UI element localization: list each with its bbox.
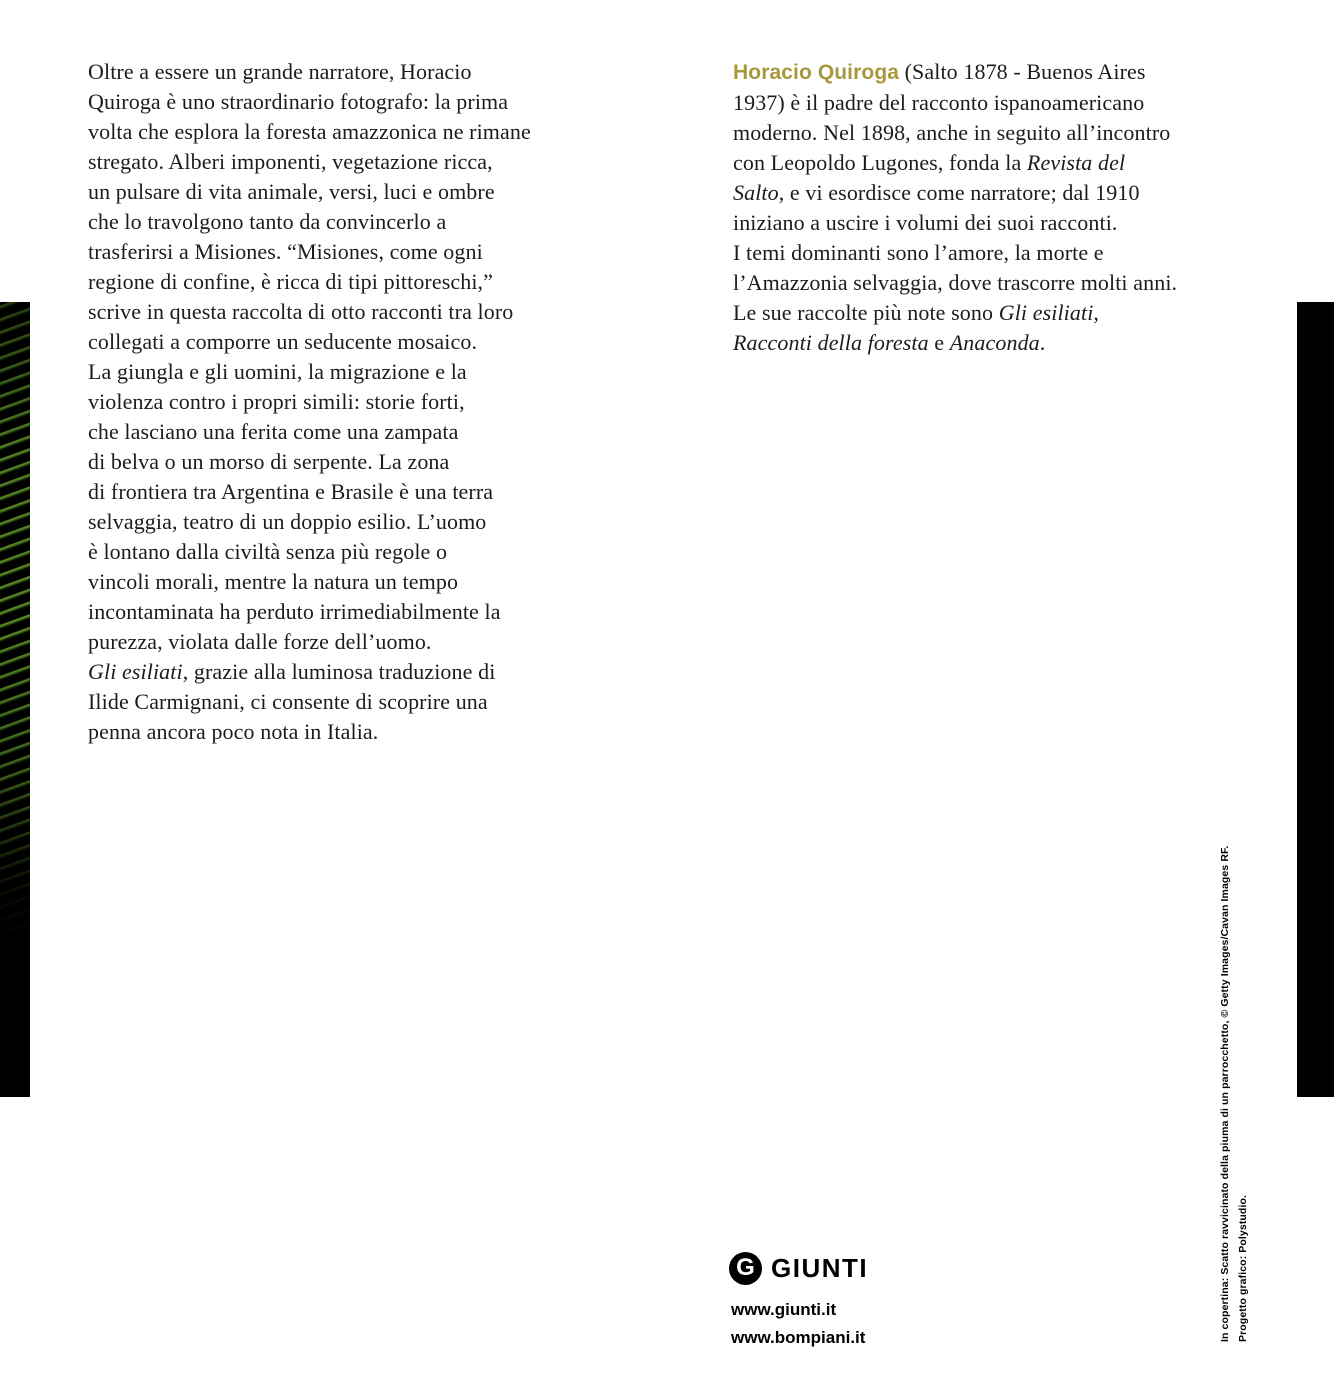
- text-line: 1937) è il padre del racconto ispanoamericano: [733, 90, 1145, 115]
- text-line: Quiroga è uno straordinario fotografo: la prima: [88, 89, 509, 114]
- text-line: collegati a comporre un seducente mosaico.: [88, 329, 478, 354]
- cover-photo-credit: In copertina: Scatto ravvicinato della piuma di un parrocchetto, © Getty Images/Cavan Images RF.: [1219, 845, 1231, 1342]
- giunti-url: www.giunti.it: [731, 1300, 837, 1319]
- text-line: con Leopoldo Lugones, fonda la Revista del: [733, 150, 1126, 175]
- text-line: che lasciano una ferita come una zampata: [88, 419, 459, 444]
- giunti-wordmark: GIUNTI: [771, 1253, 869, 1283]
- text-line: di belva o un morso di serpente. La zona: [88, 449, 450, 474]
- text-line: purezza, violata dalle forze dell’uomo.: [88, 629, 432, 654]
- text-line: Salto, e vi esordisce come narratore; dal 1910: [733, 180, 1140, 205]
- text-line: La giungla e gli uomini, la migrazione e la: [88, 359, 467, 384]
- text-line: un pulsare di vita animale, versi, luci e ombre: [88, 179, 495, 204]
- text-line: iniziano a uscire i volumi dei suoi racconti.: [733, 210, 1118, 235]
- text-line: Le sue raccolte più note sono Gli esiliati,: [733, 300, 1100, 325]
- giunti-logo-icon: G: [729, 1252, 762, 1285]
- text-line: di frontiera tra Argentina e Brasile è una terra: [88, 479, 494, 504]
- text-line: Horacio Quiroga (Salto 1878 - Buenos Aires: [733, 59, 1146, 84]
- text-line: I temi dominanti sono l’amore, la morte e: [733, 240, 1104, 265]
- cover-feather-image-strip: [0, 302, 30, 1097]
- text-line: trasferirsi a Misiones. “Misiones, come ogni: [88, 239, 483, 264]
- design-credit: Progetto grafico: Polystudio.: [1237, 1195, 1249, 1342]
- text-line: selvaggia, teatro di un doppio esilio. L’uomo: [88, 509, 487, 534]
- text-line: moderno. Nel 1898, anche in seguito all’incontro: [733, 120, 1171, 145]
- book-description-text: [88, 57, 678, 747]
- text-line: Gli esiliati, grazie alla luminosa traduzione di: [88, 659, 496, 684]
- text-line: vincoli morali, mentre la natura un tempo: [88, 569, 459, 594]
- text-line: Ilide Carmignani, ci consente di scoprire una: [88, 689, 488, 714]
- publisher-links: [731, 1296, 865, 1352]
- text-line: violenza contro i propri simili: storie forti,: [88, 389, 465, 414]
- bompiani-url: www.bompiani.it: [731, 1328, 866, 1347]
- text-line: che lo travolgono tanto da convincerlo a: [88, 209, 447, 234]
- text-line: Oltre a essere un grande narratore, Horacio: [88, 59, 472, 84]
- text-line: l’Amazzonia selvaggia, dove trascorre molti anni.: [733, 270, 1178, 295]
- text-line: scrive in questa raccolta di otto racconti tra loro: [88, 299, 514, 324]
- publisher-logo: [729, 1252, 868, 1285]
- text-line: volta che esplora la foresta amazzonica ne rimane: [88, 119, 531, 144]
- text-line: stregato. Alberi imponenti, vegetazione ricca,: [88, 149, 493, 174]
- cover-edge-strip: [1297, 302, 1334, 1097]
- text-line: regione di confine, è ricca di tipi pittoreschi,”: [88, 269, 494, 294]
- text-line: incontaminata ha perduto irrimediabilmente la: [88, 599, 501, 624]
- text-line: penna ancora poco nota in Italia.: [88, 719, 379, 744]
- author-bio-text: [733, 57, 1313, 358]
- text-line: è lontano dalla civiltà senza più regole o: [88, 539, 448, 564]
- text-line: Racconti della foresta e Anaconda.: [733, 330, 1046, 355]
